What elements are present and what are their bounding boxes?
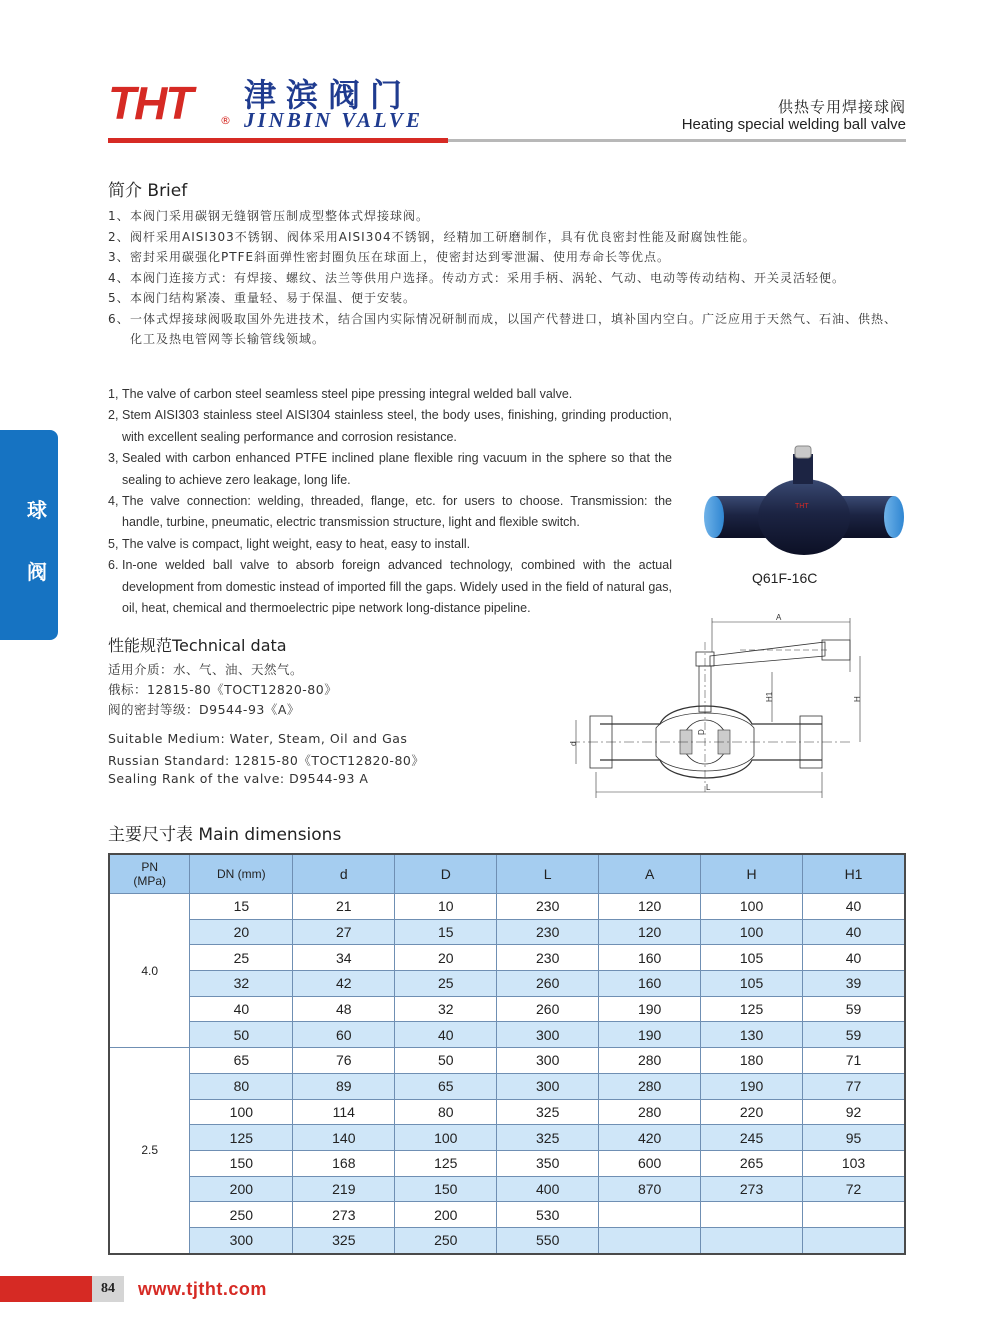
- cell-dn: 300: [190, 1227, 293, 1253]
- cell-dn: 20: [190, 919, 293, 945]
- col-header-a: A: [599, 854, 701, 894]
- side-tab-char-2: 阀: [27, 560, 47, 584]
- website-link[interactable]: www.tjtht.com: [138, 1279, 267, 1299]
- table-row: [109, 894, 905, 920]
- cell-d: 25: [395, 971, 497, 997]
- dim-label-l: L: [706, 783, 711, 792]
- table-row: [109, 1073, 905, 1099]
- table-header-row: [109, 854, 905, 894]
- table-row: [109, 1022, 905, 1048]
- list-item: 4、 本阀门连接方式：有焊接、螺纹、法兰等供用户选择。传动方式：采用手柄、涡轮、气动、电动等传动结构、开关灵活轻便。: [108, 270, 846, 285]
- cell-a: 280: [599, 1073, 701, 1099]
- cell-l: 325: [497, 1099, 599, 1125]
- cell-h1: [803, 1202, 905, 1228]
- cell-d: 325: [293, 1227, 395, 1253]
- cell-l: 230: [497, 894, 599, 920]
- table-row: [109, 996, 905, 1022]
- cell-h1: 95: [803, 1125, 905, 1151]
- header-gray-rule: [448, 139, 906, 142]
- dim-label-big-d: D: [697, 729, 706, 735]
- cell-a: 280: [599, 1048, 701, 1074]
- cell-h1: [803, 1227, 905, 1253]
- cell-dn: 100: [190, 1099, 293, 1125]
- cell-h: 190: [701, 1073, 803, 1099]
- cell-h: 180: [701, 1048, 803, 1074]
- dim-label-d: d: [569, 741, 578, 746]
- cell-d: 48: [293, 996, 395, 1022]
- cell-d: 21: [293, 894, 395, 920]
- cell-h1: 71: [803, 1048, 905, 1074]
- list-item: 2、 阀杆采用AISI303不锈钢、阀体采用AISI304不锈钢，经精加工研磨制作，具有优良密封性能及耐腐蚀性能。: [108, 229, 756, 244]
- cell-d: 20: [395, 945, 497, 971]
- tech-standard-en: Russian Standard: 12815-80《TOCT12820-80》: [108, 753, 425, 768]
- cell-h1: 103: [803, 1150, 905, 1176]
- page-number: 84: [92, 1276, 124, 1302]
- brief-cn-list: [108, 206, 908, 350]
- valve-dimension-drawing: [560, 612, 860, 804]
- col-header-pn: PN (MPa): [109, 854, 190, 894]
- list-item: 1、 本阀门采用碳钢无缝钢管压制成型整体式焊接球阀。: [108, 209, 430, 223]
- list-item: 3, Sealed with carbon enhanced PTFE inclined plane flexible ring vacuum in the sphere so that the sealing to achieve zero leakage, long life.: [108, 451, 672, 487]
- table-row: [109, 919, 905, 945]
- cell-h1: 59: [803, 996, 905, 1022]
- cell-a: [599, 1202, 701, 1228]
- col-header-d: d: [293, 854, 395, 894]
- brief-en-list: [108, 384, 672, 619]
- tech-sealing-cn: 阀的密封等级：D9544-93《A》: [108, 702, 300, 717]
- cell-l: 260: [497, 996, 599, 1022]
- cell-a: 160: [599, 945, 701, 971]
- cell-dn: 150: [190, 1150, 293, 1176]
- col-header-big-d: D: [395, 854, 497, 894]
- registered-mark: ®: [220, 114, 231, 127]
- cell-d: 10: [395, 894, 497, 920]
- cell-h: [701, 1227, 803, 1253]
- table-row: [109, 971, 905, 997]
- col-header-dn: DN (mm): [190, 854, 293, 894]
- table-row: [109, 1176, 905, 1202]
- cell-l: 230: [497, 919, 599, 945]
- cell-h1: 72: [803, 1176, 905, 1202]
- cell-a: 120: [599, 894, 701, 920]
- cell-d: 125: [395, 1150, 497, 1176]
- cell-h: 265: [701, 1150, 803, 1176]
- cell-d: 140: [293, 1125, 395, 1151]
- cell-dn: 250: [190, 1202, 293, 1228]
- table-row: [109, 1125, 905, 1151]
- list-item: 6、 一体式焊接球阀吸取国外先进技术，结合国内实际情况研制而成，以国产代替进口，填补国内空白。广泛应用于天然气、石油、供热、化工及热电管网等长输管线领域。: [108, 311, 898, 346]
- table-row: [109, 1202, 905, 1228]
- cell-d: 42: [293, 971, 395, 997]
- cell-h1: 39: [803, 971, 905, 997]
- table-row: [109, 1227, 905, 1253]
- cell-dn: 50: [190, 1022, 293, 1048]
- list-item: 1, The valve of carbon steel seamless steel pipe pressing integral welded ball valve.: [108, 387, 573, 401]
- cell-h1: 77: [803, 1073, 905, 1099]
- cell-h: 105: [701, 945, 803, 971]
- cell-d: 40: [395, 1022, 497, 1048]
- header-red-rule: [108, 138, 448, 143]
- cell-h: 125: [701, 996, 803, 1022]
- cell-dn: 200: [190, 1176, 293, 1202]
- logo-mark: THT: [108, 77, 192, 129]
- cell-a: 420: [599, 1125, 701, 1151]
- table-row: [109, 1048, 905, 1074]
- cell-d: 27: [293, 919, 395, 945]
- cell-d: 150: [395, 1176, 497, 1202]
- category-side-tab: [0, 430, 58, 640]
- cell-d: 250: [395, 1227, 497, 1253]
- valve-product-photo: [700, 440, 910, 565]
- cell-d: 60: [293, 1022, 395, 1048]
- cell-d: 80: [395, 1099, 497, 1125]
- cell-dn: 40: [190, 996, 293, 1022]
- cell-dn: 80: [190, 1073, 293, 1099]
- cell-a: 160: [599, 971, 701, 997]
- cell-d: 114: [293, 1099, 395, 1125]
- cell-h: 130: [701, 1022, 803, 1048]
- cell-a: 120: [599, 919, 701, 945]
- technical-heading: 性能规范Technical data: [108, 636, 287, 655]
- list-item: 5, The valve is compact, light weight, easy to heat, easy to install.: [108, 536, 471, 551]
- side-tab-char-1: 球: [27, 498, 47, 522]
- pn-cell: 4.0: [109, 894, 190, 1048]
- cell-l: 530: [497, 1202, 599, 1228]
- footer-red-bar: [0, 1276, 92, 1302]
- cell-l: 300: [497, 1073, 599, 1099]
- cell-d: 89: [293, 1073, 395, 1099]
- col-header-l: L: [497, 854, 599, 894]
- cell-dn: 25: [190, 945, 293, 971]
- tech-medium-cn: 适用介质：水、气、油、天然气。: [108, 662, 304, 677]
- cell-d: 200: [395, 1202, 497, 1228]
- list-item: 3、 密封采用碳强化PTFE斜面弹性密封圈负压在球面上，使密封达到零泄漏、使用寿命长等优点。: [108, 250, 671, 264]
- cell-d: 32: [395, 996, 497, 1022]
- cell-h: 220: [701, 1099, 803, 1125]
- table-row: [109, 1099, 905, 1125]
- photo-logo-label: THT: [795, 503, 809, 510]
- cell-a: 870: [599, 1176, 701, 1202]
- cell-dn: 15: [190, 894, 293, 920]
- cell-d: 100: [395, 1125, 497, 1151]
- cell-dn: 32: [190, 971, 293, 997]
- cell-a: 280: [599, 1099, 701, 1125]
- brand-name-cn: 津滨阀门: [244, 76, 413, 114]
- list-item: 6. In-one welded ball valve to absorb foreign advanced technology, combined with the actual development from domestic instead of imported fill the gaps. Widely used in the field of natural gas, oil, heat, chemical and thermoelectric pipe network long-distance pipeline.: [108, 558, 672, 616]
- cell-h: 100: [701, 919, 803, 945]
- cell-l: 300: [497, 1022, 599, 1048]
- tech-sealing-en: Sealing Rank of the valve: D9544-93 A: [108, 771, 369, 786]
- cell-l: 400: [497, 1176, 599, 1202]
- cell-h: 273: [701, 1176, 803, 1202]
- cell-d: 273: [293, 1202, 395, 1228]
- cell-h: 100: [701, 894, 803, 920]
- cell-d: 50: [395, 1048, 497, 1074]
- cell-h1: 40: [803, 919, 905, 945]
- cell-h: 245: [701, 1125, 803, 1151]
- cell-d: 34: [293, 945, 395, 971]
- cell-h: 105: [701, 971, 803, 997]
- table-row: [109, 1150, 905, 1176]
- list-item: 5、 本阀门结构紧凑、重量轻、易于保温、便于安装。: [108, 291, 417, 305]
- cell-l: 260: [497, 971, 599, 997]
- cell-a: 600: [599, 1150, 701, 1176]
- dimensions-heading: 主要尺寸表 Main dimensions: [108, 825, 342, 845]
- product-model-label: Q61F-16C: [752, 570, 818, 586]
- cell-l: 300: [497, 1048, 599, 1074]
- cell-d: 219: [293, 1176, 395, 1202]
- dim-label-h1: H1: [765, 691, 774, 702]
- brand-name-en: JINBIN VALVE: [244, 108, 423, 132]
- cell-dn: 65: [190, 1048, 293, 1074]
- brief-heading: 简介 Brief: [108, 181, 188, 201]
- dimensions-table: [108, 853, 906, 1255]
- cell-a: [599, 1227, 701, 1253]
- cell-d: 15: [395, 919, 497, 945]
- cell-d: 76: [293, 1048, 395, 1074]
- dim-label-h: H: [853, 696, 862, 702]
- cell-h1: 59: [803, 1022, 905, 1048]
- dim-label-a: A: [776, 613, 782, 622]
- tech-standard-cn: 俄标：12815-80《TOCT12820-80》: [108, 682, 338, 697]
- cell-l: 350: [497, 1150, 599, 1176]
- cell-h1: 40: [803, 894, 905, 920]
- cell-h: [701, 1202, 803, 1228]
- cell-dn: 125: [190, 1125, 293, 1151]
- col-header-h1: H1: [803, 854, 905, 894]
- col-header-h: H: [701, 854, 803, 894]
- cell-d: 65: [395, 1073, 497, 1099]
- list-item: 2, Stem AISI303 stainless steel AISI304 stainless steel, the body uses, finishing, grinding production, with excellent sealing performance and corrosion resistance.: [108, 408, 672, 444]
- page-title-cn: 供热专用焊接球阀: [777, 98, 906, 116]
- cell-d: 168: [293, 1150, 395, 1176]
- list-item: 4, The valve connection: welding, threaded, flange, etc. for users to choose. Transmission: the handle, turbine, pneumatic, electric transmission structure, light and flexible switch.: [108, 494, 672, 530]
- cell-h1: 40: [803, 945, 905, 971]
- cell-l: 230: [497, 945, 599, 971]
- table-row: [109, 945, 905, 971]
- cell-a: 190: [599, 1022, 701, 1048]
- cell-l: 325: [497, 1125, 599, 1151]
- pn-cell: 2.5: [109, 1048, 190, 1254]
- page-title-en: Heating special welding ball valve: [681, 116, 906, 133]
- tech-medium-en: Suitable Medium: Water, Steam, Oil and Gas: [108, 731, 408, 746]
- cell-a: 190: [599, 996, 701, 1022]
- cell-h1: 92: [803, 1099, 905, 1125]
- cell-l: 550: [497, 1227, 599, 1253]
